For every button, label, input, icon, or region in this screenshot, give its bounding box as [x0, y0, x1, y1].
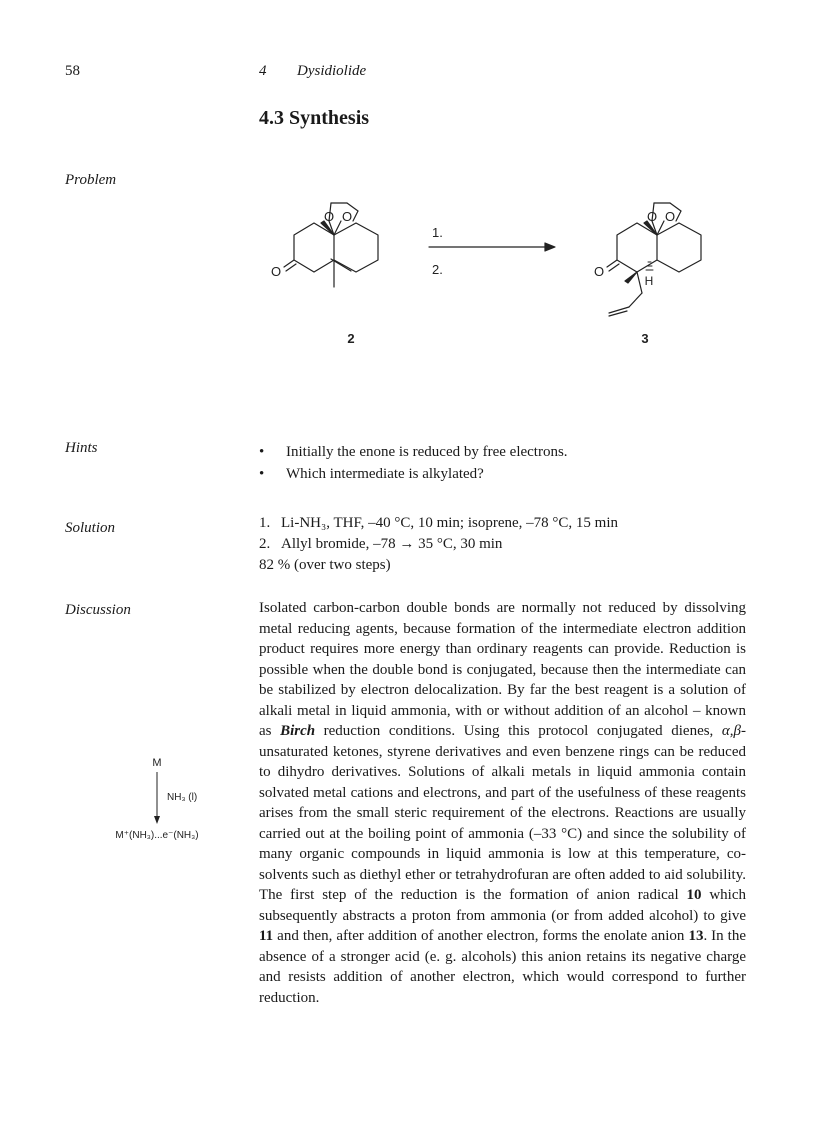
text-run: . In the absence of a stronger acid (e. g. alcohols) this anion retains its negative charge and resists addition of another electron, which would correspond to further reduction. [259, 928, 746, 1006]
compound-ref: 13 [688, 928, 704, 944]
hint-item: • Which intermediate is alkylated? [259, 463, 739, 485]
text-run: reduction conditions. Using this protocol conjugated dienes, [315, 723, 722, 739]
solution-step-number: 1. [259, 515, 271, 531]
step-2-label: 2. [432, 262, 443, 277]
running-header [259, 63, 366, 80]
section-title: 4.3 Synthesis [259, 107, 370, 129]
text-run: Isolated carbon-carbon double bonds are normally not reduced by dissolving metal reducing agents, because formation of the intermediate electron addition product requires more energy than ordinary reagents can provide. Reduction is possible when the double bond is conjugated, because then the intermediate can be stabilized by electron delocalization. By far the best reagent is a solution of alkali metal in liquid ammonia, with or without addition of an alcohol – known as [259, 600, 746, 739]
compound-label-2: 2 [347, 331, 355, 346]
text-run: and then, after addition of another electron, forms the enolate anion [273, 928, 689, 944]
ammonia-reagent-label: NH₃ (l) [167, 792, 198, 803]
solution-step [259, 534, 618, 555]
text-run: which subsequently abstracts a proton from ammonia (or from added alcohol) to give [259, 887, 746, 924]
hint-item: • Initially the enone is reduced by free electrons. [259, 441, 739, 463]
compound-label-3: 3 [641, 331, 649, 346]
atom-label: O [664, 209, 676, 224]
solution-step-number: 2. [259, 536, 271, 552]
alpha-beta-term: α,β [721, 723, 741, 739]
text-run: -unsaturated ketones, styrene derivatives and even benzene rings can be reduced to dihydro derivatives. Solutions of alkali metals in liquid ammonia contain solvated metal cations and electrons, and part of the usefulness of these reagents arises from the small steric requirement of the electrons. Reactions are usually carried out at the boiling point of ammonia (–33 °C) and since the solubility of many organic compounds in liquid ammonia is low at this temperature, co-solvents such as diethyl ether or tetrahydrofuran are often added to aid solubility. The first step of the reduction is the formation of anion radical [259, 723, 746, 903]
page-number: 58 [65, 63, 80, 79]
chapter-number: 4 [259, 63, 267, 79]
metal-ammonia-scheme [65, 752, 255, 842]
label-discussion: Discussion [65, 602, 131, 618]
birch-term: Birch [280, 723, 316, 739]
reaction-scheme [259, 175, 729, 365]
step-1-label: 1. [432, 225, 443, 240]
solution-yield: 82 % (over two steps) [259, 557, 391, 573]
discussion-paragraph [259, 598, 746, 1008]
atom-label: O [646, 209, 658, 224]
label-hints: Hints [65, 440, 98, 456]
chapter-title: Dysidiolide [297, 63, 367, 79]
solution-step-text: Li-NH₃, THF, –40 °C, 10 min; isoprene, –78 °C, 15 min [281, 515, 618, 531]
atom-label: O [593, 264, 605, 279]
label-solution: Solution [65, 520, 116, 536]
solvated-electron-label: M⁺(NH₃)...e⁻(NH₃) [115, 830, 199, 841]
atom-label: O [341, 209, 353, 224]
solution-block [259, 513, 618, 576]
metal-label: M [152, 757, 162, 769]
atom-label: O [323, 209, 335, 224]
atom-label: O [270, 264, 282, 279]
label-problem: Problem [65, 172, 117, 188]
solution-step-text: Allyl bromide, –78 → 35 °C, 30 min [281, 536, 503, 552]
hints-list [259, 441, 739, 485]
compound-ref: 11 [259, 928, 274, 944]
atom-label: H [644, 274, 654, 288]
compound-ref: 10 [686, 887, 702, 903]
solution-step [259, 513, 618, 534]
